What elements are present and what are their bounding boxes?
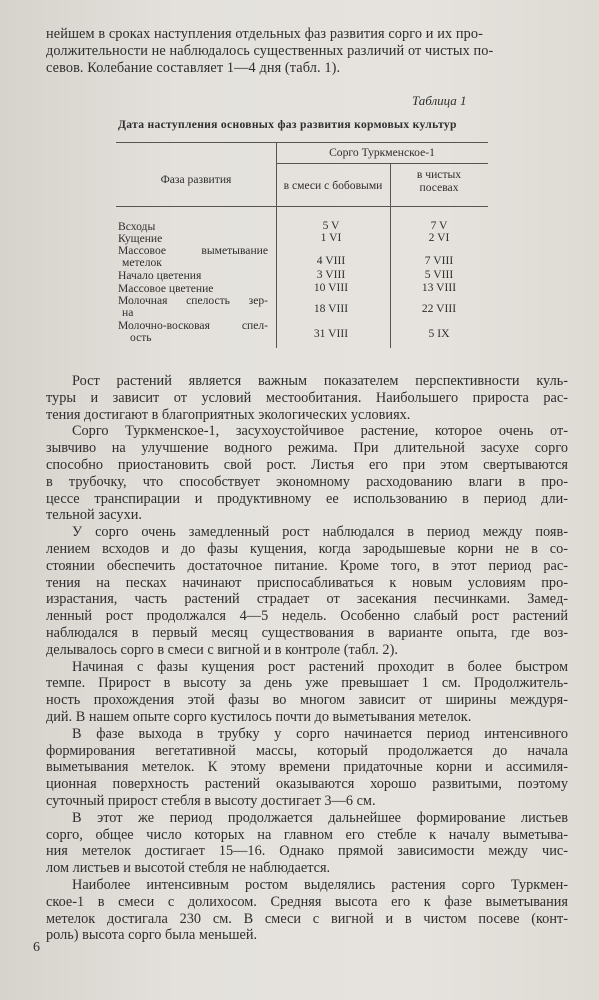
phase-label-cont: на: [122, 306, 134, 319]
body-text: [46, 373, 568, 944]
body-line: тения на песках начинают приспосабливаться к новым условиям про-: [46, 574, 568, 591]
body-line: Начиная с фазы кущения рост растений проходит в более быстром: [72, 658, 568, 675]
body-line: роль) высота сорго была меньшей.: [46, 927, 258, 944]
body-line: наблюдался в первый месяц существования в варианте опыта, где воз-: [46, 624, 568, 641]
date-mixed: 5 V: [322, 219, 340, 232]
body-line: ское-1 в смеси с долихосом. Средняя высота его к фазе выметывания: [46, 893, 568, 910]
text-line: нейшем в сроках наступления отдельных фаз развития сорго и их про-: [46, 26, 483, 42]
header-group: Сорго Туркменское-1: [329, 146, 435, 159]
body-line: Сорго Туркменское-1, засухоустойчивое растение, которое очень от-: [72, 423, 568, 440]
body-line: Наиболее интенсивным ростом выделялись растения сорго Туркмен-: [72, 876, 568, 893]
phase-label: Начало цветения: [118, 269, 202, 282]
table-title: Дата наступления основных фаз развития кормовых культур: [118, 118, 457, 131]
table-number: Таблица 1: [412, 93, 467, 108]
phase-label-cont: ость: [130, 331, 152, 344]
body-line: метелок достигала 230 см. В смеси с вигной и в чистом посеве (конт-: [46, 910, 568, 927]
date-pure: 7 V: [430, 219, 448, 232]
date-mixed: 31 VIII: [313, 327, 349, 340]
body-line: цессе транспирации и продуктивному ее использованию в период дли-: [46, 490, 568, 507]
phase-label: Кущение: [118, 232, 163, 245]
header-pure-line1: в чистых: [416, 168, 462, 181]
phase-table: [116, 142, 488, 352]
date-mixed: 18 VIII: [313, 302, 349, 315]
phase-label-cont: метелок: [122, 256, 162, 269]
body-line: туры и зависит от условий местообитания. Наибольшего прироста рас-: [46, 389, 568, 406]
phase-label: Молочно-восковая спел-: [118, 319, 268, 332]
body-line: израстания, часть растений страдает от засекания песчинками. Замед-: [46, 591, 568, 608]
body-line: У сорго очень замедленный рост наблюдался в период между появ-: [72, 524, 568, 541]
phase-label: Всходы: [118, 220, 156, 233]
table-header-rule: [116, 206, 488, 207]
body-line: ность прохождения этой фазы во многом зависит от ширины междуря-: [46, 692, 568, 709]
date-mixed: 3 VIII: [316, 268, 346, 281]
body-line: в трубочку, что способствует экономному расходованию влаги в про-: [46, 473, 568, 490]
body-line: дий. В нашем опыте сорго кустилось почти до выметывания метелок.: [46, 708, 472, 725]
body-line: делывалось сорго в смеси с вигной и в контроле (табл. 2).: [46, 641, 398, 658]
body-line: выметывания метелок. К этому времени придаточные корни и ассимиля-: [46, 759, 568, 776]
table-group-rule: [276, 163, 488, 164]
date-pure: 5 IX: [428, 327, 450, 340]
body-line: ния метелок достигает 15—16. Однако прямой зависимости между чис-: [46, 843, 568, 860]
header-pure-line2: посевах: [419, 181, 459, 194]
body-line: Рост растений является важным показателем перспективности куль-: [72, 373, 568, 389]
date-mixed: 1 VI: [320, 231, 342, 244]
date-mixed: 4 VIII: [316, 254, 346, 267]
body-line: суточный прирост стебля в высоту достигает 3—6 см.: [46, 792, 376, 809]
phase-label: Массовое цветение: [118, 282, 214, 295]
table-top-rule: [116, 142, 488, 143]
header-phase: Фаза развития: [160, 173, 232, 186]
body-line: темпе. Прирост в высоту за день уже превышает 1 см. Продолжитель-: [46, 675, 568, 692]
date-pure: 13 VIII: [421, 281, 457, 294]
date-mixed: 10 VIII: [313, 281, 349, 294]
phase-label: Массовое выметывание: [118, 244, 268, 257]
body-line: ционная поверхность растений оказываются хорошо развитыми, поэтому: [46, 776, 568, 793]
body-line: способно приостановить свой рост. Листья его при этом свертываются: [46, 456, 568, 473]
body-line: зывчиво на улучшение водного режима. При длительной засухе сорго: [46, 440, 568, 457]
text-line: должительности не наблюдалось существенных различий от чистых по-: [46, 43, 494, 59]
body-line: тения достигают в благоприятных экологических условиях.: [46, 406, 411, 423]
body-line: сорго, общее число которых на главном его стебле к началу выметыва-: [46, 826, 568, 843]
header-mixed: в смеси с бобовыми: [283, 179, 383, 192]
date-pure: 7 VIII: [424, 254, 454, 267]
body-line: тельной засухи.: [46, 507, 142, 524]
text-line: севов. Колебание составляет 1—4 дня (табл. 1).: [46, 60, 341, 76]
page-number: 6: [33, 940, 40, 955]
body-line: В фазе выхода в трубку у сорго начинается период интенсивного: [72, 725, 568, 742]
body-line: лением всходов и до фазы кущения, когда зародышевые корни не в со-: [46, 540, 568, 557]
body-line: формирования вегетативной массы, который продолжается до начала: [46, 742, 568, 759]
date-pure: 22 VIII: [421, 302, 457, 315]
intro-paragraph: [46, 26, 564, 77]
body-line: ленный рост продолжался 4—5 недель. Особенно слабый рост растений: [46, 608, 568, 625]
date-pure: 5 VIII: [424, 268, 454, 281]
body-line: В этот же период продолжается дальнейшее формирование листьев: [72, 809, 568, 826]
body-line: стоянии обеспечить достаточное питание. Кроме того, в этот период рас-: [46, 557, 568, 574]
date-pure: 2 VI: [428, 231, 450, 244]
phase-label: Молочная спелость зер-: [118, 294, 268, 307]
table-vrule-1: [276, 142, 277, 348]
body-line: лом листьев и высотой стебля не наблюдается.: [46, 860, 331, 877]
